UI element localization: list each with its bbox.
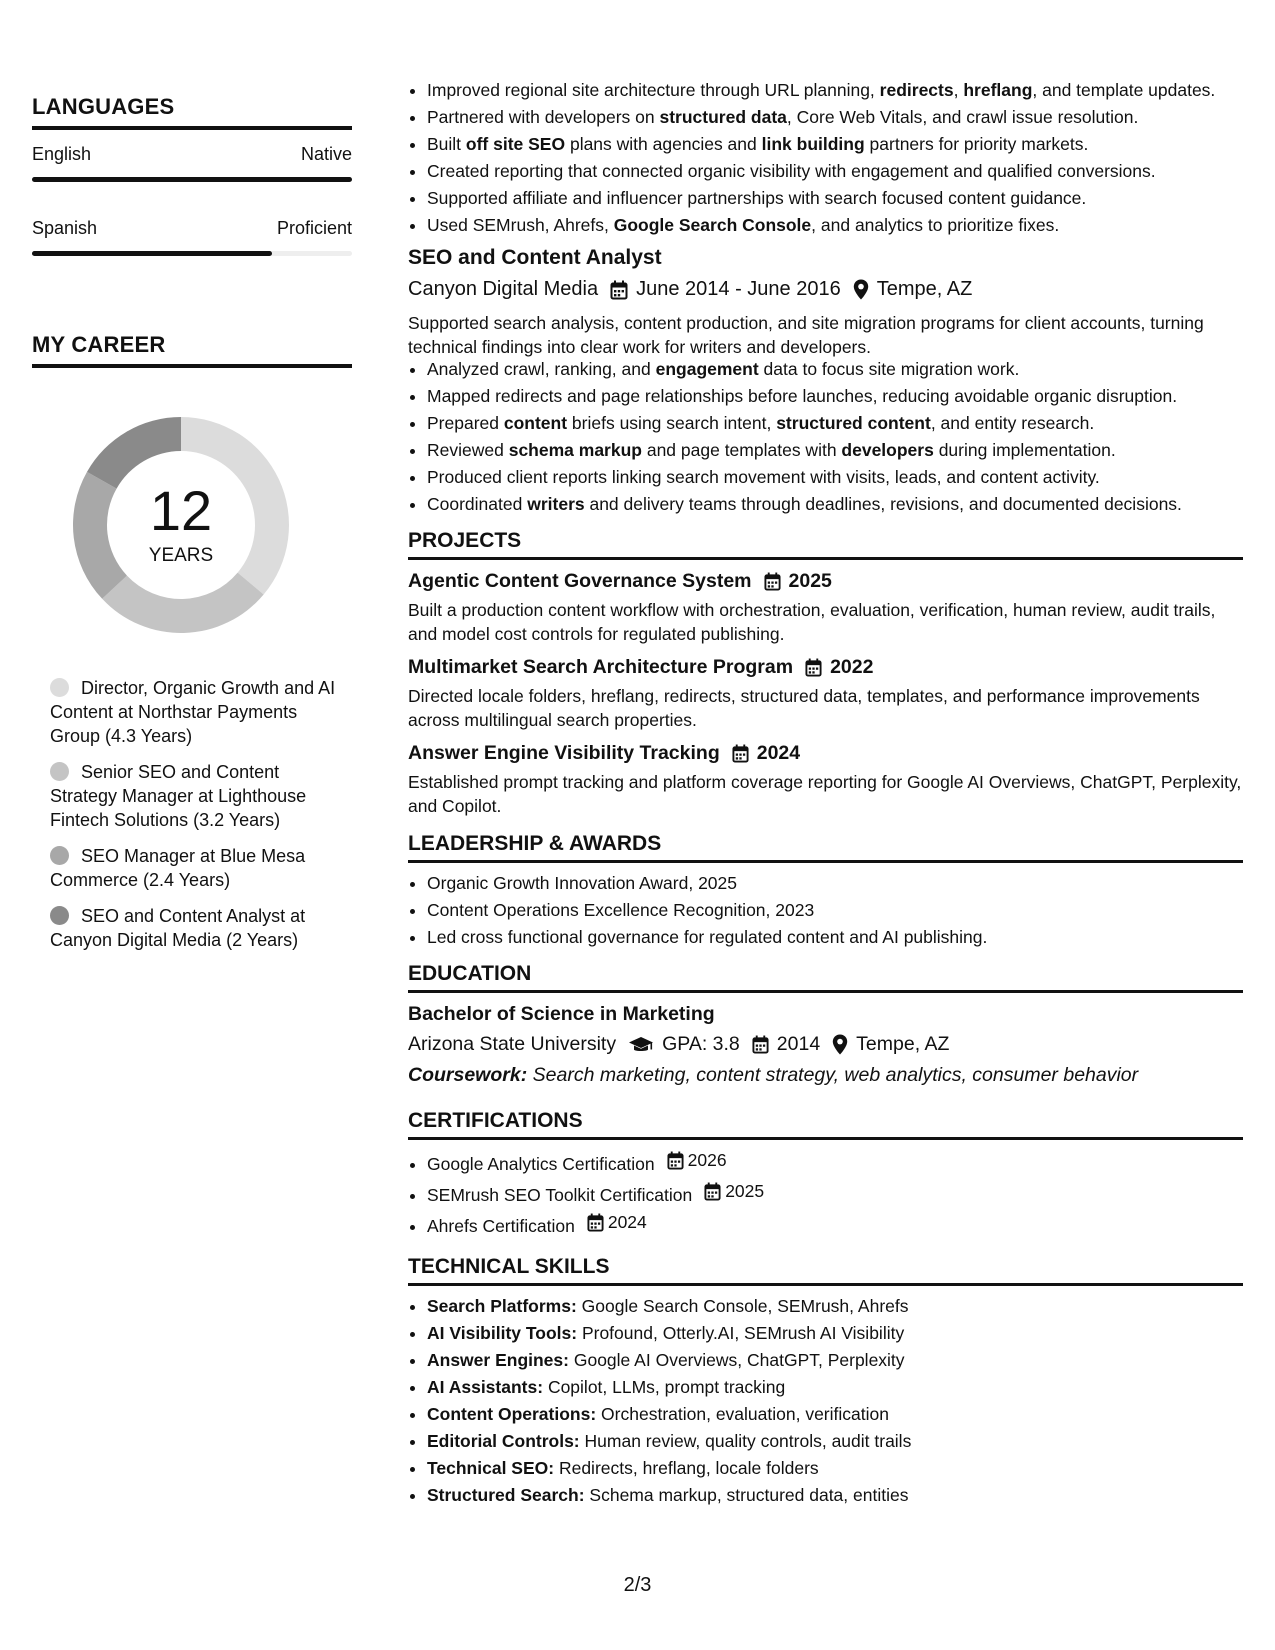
bullet-text: , Core Web Vitals, and crawl issue resolution. xyxy=(786,107,1139,127)
skill-label: Editorial Controls: xyxy=(427,1431,580,1451)
calendar-icon xyxy=(704,1182,721,1201)
bullet-item xyxy=(427,467,1243,488)
project-name: Multimarket Search Architecture Program xyxy=(408,656,794,678)
skill-item xyxy=(427,1323,1243,1344)
bullet-text: during implementation. xyxy=(933,440,1116,460)
bullet-text: Coordinated xyxy=(427,494,528,514)
bullet-item xyxy=(427,386,1243,407)
bullet-item xyxy=(427,440,1243,461)
coursework-label: Coursework: xyxy=(408,1064,528,1086)
bullet-text: Reviewed xyxy=(427,440,509,460)
skill-item xyxy=(427,1404,1243,1425)
language-item xyxy=(32,218,352,256)
bullet-text: Created reporting that connected organic visibility with engagement and qualified conversions. xyxy=(427,161,1156,181)
bullet-text: plans with agencies and xyxy=(565,134,762,154)
languages-heading: LANGUAGES xyxy=(32,94,352,130)
legend-item xyxy=(50,676,340,748)
language-name: English xyxy=(32,144,92,164)
degree-title: Bachelor of Science in Marketing xyxy=(408,1003,715,1025)
legend-dot xyxy=(50,762,69,781)
role-company: Canyon Digital Media xyxy=(408,278,599,300)
calendar-icon xyxy=(587,1213,604,1232)
project-item xyxy=(408,742,1243,818)
skill-item xyxy=(427,1296,1243,1317)
projects-heading: PROJECTS xyxy=(408,529,1243,560)
skill-value: Human review, quality controls, audit trails xyxy=(584,1431,912,1451)
bullet-text: partners for priority markets. xyxy=(864,134,1089,154)
leadership-item: • Organic Growth Innovation Award, 2025 xyxy=(427,873,1243,894)
legend-item xyxy=(50,844,340,892)
skill-label: AI Assistants: xyxy=(427,1377,544,1397)
bullet-text: Partnered with developers on xyxy=(427,107,660,127)
legend-item xyxy=(50,760,340,832)
donut-unit: YEARS xyxy=(148,545,214,566)
bullet-item xyxy=(427,413,1243,434)
bullet-keyword: developers xyxy=(841,440,934,460)
legend-dot xyxy=(50,678,69,697)
bullet-item xyxy=(427,107,1243,128)
certification-name: Ahrefs Certification xyxy=(427,1216,575,1236)
project-name: Agentic Content Governance System xyxy=(408,570,752,592)
certifications-list xyxy=(408,1150,1243,1237)
bullet-text: , xyxy=(953,80,964,100)
legend-text: SEO Manager at Blue Mesa Commerce (2.4 Years) xyxy=(50,846,306,890)
certification-year: 2026 xyxy=(687,1150,727,1170)
role-dates: June 2014 - June 2016 xyxy=(636,278,841,300)
bullet-keyword: Google Search Console xyxy=(613,215,812,235)
skill-value: Google AI Overviews, ChatGPT, Perplexity xyxy=(573,1350,905,1370)
graduation-year: 2014 xyxy=(776,1033,821,1055)
skill-label: Search Platforms: xyxy=(427,1296,577,1316)
school-name: Arizona State University xyxy=(408,1033,617,1055)
bullet-keyword: engagement xyxy=(655,359,759,379)
career-donut-chart xyxy=(66,410,296,640)
role-bullets xyxy=(408,359,1243,515)
bullet-text: Prepared xyxy=(427,413,504,433)
skill-item xyxy=(427,1377,1243,1398)
education-meta xyxy=(408,1033,1243,1056)
map-pin-icon xyxy=(832,1034,848,1055)
career-legend xyxy=(50,676,340,952)
legend-text: SEO and Content Analyst at Canyon Digital Media (2 Years) xyxy=(50,906,306,950)
bullet-item xyxy=(427,359,1243,380)
coursework xyxy=(408,1064,1243,1087)
project-year: 2022 xyxy=(830,656,874,678)
sidebar xyxy=(32,94,352,964)
project-description: Directed locale folders, hreflang, redirects, structured data, templates, and performance improvements across multilingual search properties. xyxy=(408,686,1200,730)
language-name: Spanish xyxy=(32,218,98,238)
skill-label: Structured Search: xyxy=(427,1485,585,1505)
previous-role-bullets xyxy=(408,80,1243,236)
language-bar-fill xyxy=(32,251,272,256)
skill-item xyxy=(427,1431,1243,1452)
language-level: Proficient xyxy=(276,218,352,238)
certification-item xyxy=(427,1150,1243,1175)
project-year: 2025 xyxy=(788,570,832,592)
skills-list xyxy=(408,1296,1243,1506)
skill-value: Google Search Console, SEMrush, Ahrefs xyxy=(581,1296,909,1316)
role-location: Tempe, AZ xyxy=(876,278,973,300)
bullet-item xyxy=(427,188,1243,209)
bullet-keyword: redirects xyxy=(879,80,954,100)
page-number: 2/3 xyxy=(623,1574,652,1596)
certification-year: 2025 xyxy=(725,1181,765,1201)
bullet-item xyxy=(427,215,1243,236)
skill-value: Copilot, LLMs, prompt tracking xyxy=(547,1377,786,1397)
bullet-item xyxy=(427,161,1243,182)
skill-item xyxy=(427,1458,1243,1479)
bullet-text: and page templates with xyxy=(641,440,842,460)
role-title: SEO and Content Analyst xyxy=(408,246,662,269)
bullet-text: , and analytics to prioritize fixes. xyxy=(811,215,1060,235)
bullet-text: Built xyxy=(427,134,466,154)
bullet-keyword: structured content xyxy=(776,413,931,433)
legend-item xyxy=(50,904,340,952)
skill-label: Answer Engines: xyxy=(427,1350,569,1370)
legend-text: Senior SEO and Content Strategy Manager at Lighthouse Fintech Solutions (3.2 Years) xyxy=(50,762,307,830)
bullet-text: Improved regional site architecture through URL planning, xyxy=(427,80,880,100)
bullet-text: Supported affiliate and influencer partnerships with search focused content guidance. xyxy=(427,188,1087,208)
bullet-text: Analyzed crawl, ranking, and xyxy=(427,359,656,379)
education-heading: EDUCATION xyxy=(408,962,1243,993)
bullet-keyword: schema markup xyxy=(508,440,642,460)
bullet-text: Used SEMrush, Ahrefs, xyxy=(427,215,614,235)
bullet-keyword: off site SEO xyxy=(465,134,566,154)
bullet-text: data to focus site migration work. xyxy=(758,359,1020,379)
main-column xyxy=(408,80,1243,1512)
coursework-text: Search marketing, content strategy, web analytics, consumer behavior xyxy=(532,1064,1139,1086)
calendar-icon xyxy=(752,1035,769,1054)
calendar-icon xyxy=(764,572,781,591)
technical-skills-heading: TECHNICAL SKILLS xyxy=(408,1255,1243,1286)
skill-label: AI Visibility Tools: xyxy=(427,1323,578,1343)
project-description: Built a production content workflow with orchestration, evaluation, verification, human review, audit trails, and model cost controls for regulated publishing. xyxy=(408,600,1216,644)
leadership-item: • Content Operations Excellence Recognition, 2023 xyxy=(427,900,1243,921)
certification-name: SEMrush SEO Toolkit Certification xyxy=(427,1185,693,1205)
certifications-heading: CERTIFICATIONS xyxy=(408,1109,1243,1140)
bullet-text: , and entity research. xyxy=(930,413,1095,433)
leadership-list xyxy=(408,873,1243,948)
bullet-text: Produced client reports linking search movement with visits, leads, and content activity. xyxy=(427,467,1100,487)
graduation-cap-icon xyxy=(628,1036,654,1054)
leadership-heading: LEADERSHIP & AWARDS xyxy=(408,832,1243,863)
skill-value: Orchestration, evaluation, verification xyxy=(601,1404,889,1424)
certification-name: Google Analytics Certification xyxy=(427,1154,655,1174)
gpa: GPA: 3.8 xyxy=(662,1033,740,1055)
role-meta xyxy=(408,278,1243,301)
calendar-icon xyxy=(732,744,749,763)
bullet-text: , and template updates. xyxy=(1032,80,1216,100)
role-summary: Supported search analysis, content production, and site migration programs for client accounts, turning technical findings into clear work for writers and developers. xyxy=(408,313,1204,357)
language-level: Native xyxy=(300,144,352,164)
legend-text: Director, Organic Growth and AI Content at Northstar Payments Group (4.3 Years) xyxy=(50,678,336,746)
legend-dot xyxy=(50,846,69,865)
bullet-keyword: link building xyxy=(761,134,865,154)
language-bar xyxy=(32,177,352,182)
bullet-item xyxy=(427,494,1243,515)
project-item xyxy=(408,570,1243,646)
skill-item xyxy=(427,1485,1243,1506)
bullet-item xyxy=(427,80,1243,101)
bullet-keyword: content xyxy=(503,413,568,433)
project-year: 2024 xyxy=(756,742,801,764)
language-item xyxy=(32,144,352,182)
map-pin-icon xyxy=(853,279,869,300)
bullet-text: and delivery teams through deadlines, revisions, and documented decisions. xyxy=(584,494,1182,514)
certification-item xyxy=(427,1212,1243,1237)
skill-value: Profound, Otterly.AI, SEMrush AI Visibility xyxy=(581,1323,905,1343)
bullet-keyword: hreflang xyxy=(963,80,1033,100)
certification-item xyxy=(427,1181,1243,1206)
bullet-text: briefs using search intent, xyxy=(567,413,777,433)
donut-number: 12 xyxy=(149,479,213,542)
calendar-icon xyxy=(805,658,822,677)
project-description: Established prompt tracking and platform coverage reporting for Google AI Overviews, ChatGPT, Perplexity, and Copilot. xyxy=(408,772,1242,816)
skill-value: Schema markup, structured data, entities xyxy=(589,1485,909,1505)
bullet-text: Mapped redirects and page relationships before launches, reducing avoidable organic disruption. xyxy=(427,386,1178,406)
leadership-item: • Led cross functional governance for regulated content and AI publishing. xyxy=(427,927,1243,948)
language-bar xyxy=(32,251,352,256)
bullet-keyword: writers xyxy=(527,494,585,514)
certification-year: 2024 xyxy=(607,1212,647,1232)
project-name: Answer Engine Visibility Tracking xyxy=(408,742,720,764)
skill-value: Redirects, hreflang, locale folders xyxy=(558,1458,819,1478)
calendar-icon xyxy=(610,280,628,300)
bullet-keyword: structured data xyxy=(659,107,787,127)
career-heading: MY CAREER xyxy=(32,332,352,368)
skill-label: Technical SEO: xyxy=(427,1458,555,1478)
education-location: Tempe, AZ xyxy=(856,1033,950,1055)
skill-item xyxy=(427,1350,1243,1371)
legend-dot xyxy=(50,906,69,925)
calendar-icon xyxy=(667,1151,684,1170)
project-item xyxy=(408,656,1243,732)
bullet-item xyxy=(427,134,1243,155)
language-bar-fill xyxy=(32,177,352,182)
skill-label: Content Operations: xyxy=(427,1404,597,1424)
